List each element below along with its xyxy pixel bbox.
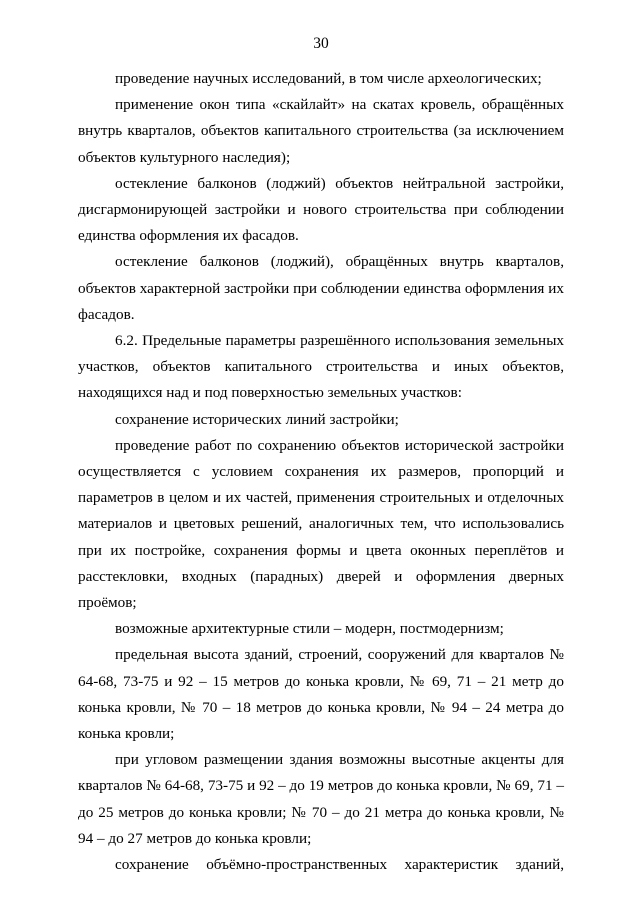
paragraph-skylight-windows: применение окон типа «скайлайт» на скатах кровель, обращённых внутрь кварталов, объектов капитального строительства (за исключением объектов культурного наследия); xyxy=(78,96,564,166)
paragraph-corner-accents: при угловом размещении здания возможны высотные акценты для кварталов № 64-68, 73-75 и 92 – до 19 метров до конька кровли, № 69, 71 – до 25 метров до конька кровли; № 70 – до 21 метра до конька кровли, № 94 – до 27 метров до конька кровли; xyxy=(78,751,564,847)
paragraph-volume-characteristics: сохранение объёмно-пространственных характеристик зданий, xyxy=(115,856,564,874)
paragraph-research: проведение научных исследований, в том числе археологических; xyxy=(115,70,542,87)
document-page xyxy=(78,34,564,878)
paragraph-historic-building-lines: сохранение исторических линий застройки; xyxy=(115,410,399,428)
paragraph-balcony-glazing-characteristic: остекление балконов (лоджий), обращённых внутрь кварталов, объектов характерной застройки при соблюдении единства оформления их фасадов. xyxy=(78,253,564,323)
paragraph-balcony-glazing-neutral: остекление балконов (лоджий) объектов нейтральной застройки, дисгармонирующей застройки и нового строительства при соблюдении единства оформления их фасадов. xyxy=(78,174,564,245)
page-number: 30 xyxy=(313,35,329,52)
paragraph-preservation-works: проведение работ по сохранению объектов исторической застройки осуществляется с условием сохранения их размеров, пропорций и параметров в целом и их частей, применения строительных и отделочных материалов и цветовых решений, аналогичных тем, что использовались при их постройке, сохранения формы и цвета оконных переплётов и расстекловки, входных (парадных) дверей и оформления дверных проёмов; xyxy=(78,436,564,612)
paragraph-architectural-styles: возможные архитектурные стили – модерн, постмодернизм; xyxy=(115,620,504,638)
paragraph-section-6-2: 6.2. Предельные параметры разрешённого использования земельных участков, объектов капитального строительства и иных объектов, находящихся над и под поверхностью земельных участков: xyxy=(78,332,564,402)
paragraph-max-height: предельная высота зданий, строений, сооружений для кварталов № 64-68, 73-75 и 92 – 15 метров до конька кровли, № 69, 71 – 21 метр до конька кровли, № 70 – 18 метров до конька кровли, № 94 – 24 метра до конька кровли; xyxy=(78,646,564,743)
